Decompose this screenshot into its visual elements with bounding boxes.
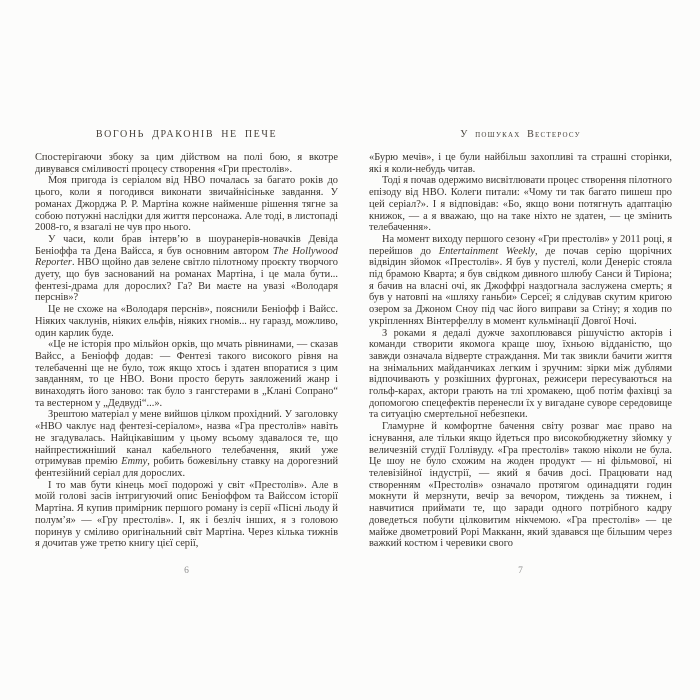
italic-publication-title: The Hollywood Reporter: [35, 245, 338, 269]
paragraph: [35, 339, 338, 409]
paragraph: [369, 421, 672, 550]
text-run: Гламурне й комфортне бачення світу розваг має право на існування, але тільки якщо йдеться про високобюджетну зйомку у величезній студії Голлівуду. «Гра престолів» такою ніколи не була. Це шоу не було схожим на жоден продукт — ні фільмової, ні телевізійної індустрії, — який я бачив досі. Працювати над створенням «Престолів» означало протягом одинадцяти годин мокнути й мерзнути, вечір за вечором, тиждень за тижнем, і навчитися приймати те, що заради одного потрібного кадру доведеться побути цілковитим нікчемою. «Гра престолів» — це майже двометровий Рорі Макканн, який здавався ще більшим через важкий костюм і черевики свого: [369, 421, 672, 550]
paragraph: [35, 409, 338, 479]
italic-publication-title: Emmy: [121, 456, 148, 468]
text-run: З роками я дедалі дужче захоплювався рішучістю акторів і команди створити якомога краще шоу, їхньою відданістю, що завжди означала відверте страждання. Ми так звикли бачити життя на знімальних майданчиках легким і зручним: зірки між дублями відпочивають у розкішних фургонах, режисери пересуваються на гольф-карах, актори грають на тлі хромакею, щоб потім фахівці за допомогою спецефектів перенесли їх у вигадане суворе середовище та ситуацію смертельної небезпеки.: [369, 327, 672, 421]
right-running-head: У пошуках Вестеросу: [460, 129, 581, 140]
paragraph: [35, 175, 338, 234]
right-page-body: [369, 152, 672, 550]
left-running-head: ВОГОНЬ ДРАКОНІВ НЕ ПЕЧЕ: [95, 129, 278, 140]
paragraph: [35, 480, 338, 550]
text-run: . НВО щойно дав зелене світло пілотному проєкту творчого дуету, що був заснований на романах Мартіна, і це мала бути... фентезі-драма для дорослих? Га? Ви маєте на увазі «Володаря перснів»?: [35, 257, 338, 304]
text-run: У часи, коли брав інтерв’ю в шоуранерів-новачків Девіда Беніоффа та Дена Вайсса, я був основним автором: [35, 233, 338, 257]
left-page-number: 6: [184, 566, 189, 576]
paragraph: [35, 234, 338, 304]
left-page: [35, 129, 338, 594]
right-page-number: 7: [518, 566, 523, 576]
paragraph: [369, 234, 672, 328]
text-run: , робить божевільну ставку на дорогезний фентезійний серіал для дорослих.: [35, 456, 338, 479]
text-run: Зрештою матеріал у мене вийшов цілком прохідний. У заголовку «НВО чаклує над фентезі-серіалом», назва «Гра престолів» навіть не згадувалась. Найцікавішим у цьому всьому здавалося те, що найпрестижніший канал кабельного телебачення, який уже отримував премію: [35, 409, 338, 468]
text-run: Моя пригода із серіалом від НВО почалась за багато років до цього, коли я погодився виконати звичайнісіньке завдання. У романах Джорджа Р. Р. Мартіна кожне найменше рішення тягне за собою потужні наслідки для життя персонажа. Але тоді, в листопаді 2008-го, я взагалі не чув про нього.: [35, 175, 338, 234]
right-page: [369, 129, 672, 594]
text-run: Тоді я почав одержимо висвітлювати процес створення пілотного епізоду від НВО. Колеги питали: «Чому ти так багато пишеш про цей серіал?». І я відповідав: «Бо, якщо вони потягнуть адаптацію книжок, — а я вважаю, що на таке ніхто не здатен, — це змінить телебачення».: [369, 175, 672, 234]
text-run: Це не схоже на «Володаря перснів», пояснили Беніофф і Вайсс. Ніяких чаклунів, ніяких ельфів, ніяких гномів... ну гаразд, можливо, один карлик буде.: [35, 304, 338, 339]
text-run: «Це не історія про мільйон орків, що мчать рівнинами, — сказав Вайсс, а Беніофф додав: — Фентезі такого високого рівня на телебаченні ще не було, тож якщо хтось і здатен впоратися з цим завданням, то це НВО. Вони просто беруть заяложений жанр і винаходять його заново: так було з гангстерами в „Клані Сопрано“ та вестерном у „Дедвуді“...».: [35, 339, 338, 409]
paragraph: [35, 152, 338, 175]
paragraph: [35, 304, 338, 339]
left-page-body: [35, 152, 338, 550]
paragraph: [369, 175, 672, 234]
text-run: На момент виходу першого сезону «Гри престолів» у 2011 році, я перейшов до: [369, 233, 672, 257]
text-run: І то мав бути кінець моєї подорожі у світ «Престолів». Але в моїй голові засів інтригуючий опис Беніоффом та Вайссом історії Мартіна. Я купив примірник першого роману із серії «Пісні льоду й полум’я» — «Гру престолів». І, як і безліч інших, я з головою поринув у сміливо оригінальний світ Мартіна. Через кілька тижнів я дочитав уже третю книгу цієї серії,: [35, 479, 338, 550]
paragraph: [369, 152, 672, 175]
paragraph: [369, 328, 672, 422]
text-run: «Бурю мечів», і це були найбільш захопливі та страшні сторінки, які я коли-небудь читав.: [369, 152, 672, 175]
text-run: , де почав серію щорічних відвідин зйомок «Престолів». Я був у пустелі, коли Денеріс стояла під брамою Кварта; я був свідком дивного шлюбу Санси й Тиріона; я бачив на власні очі, як Джоффрі наздогнала заслужена смерть; я був у натовпі на «шляху ганьби» Серсеї; я слідував скутим кригою озером за Джоном Сноу під час його виправи за Стіну; я ходив по укріпленнях Вінтерфеллу в момент кульмінації Довгої Ночі.: [369, 245, 672, 327]
text-run: Спостерігаючи збоку за цим дійством на полі бою, я вкотре дивувався сміливості процесу створення «Гри престолів».: [35, 152, 338, 175]
italic-publication-title: Entertainment Weekly: [438, 245, 536, 257]
